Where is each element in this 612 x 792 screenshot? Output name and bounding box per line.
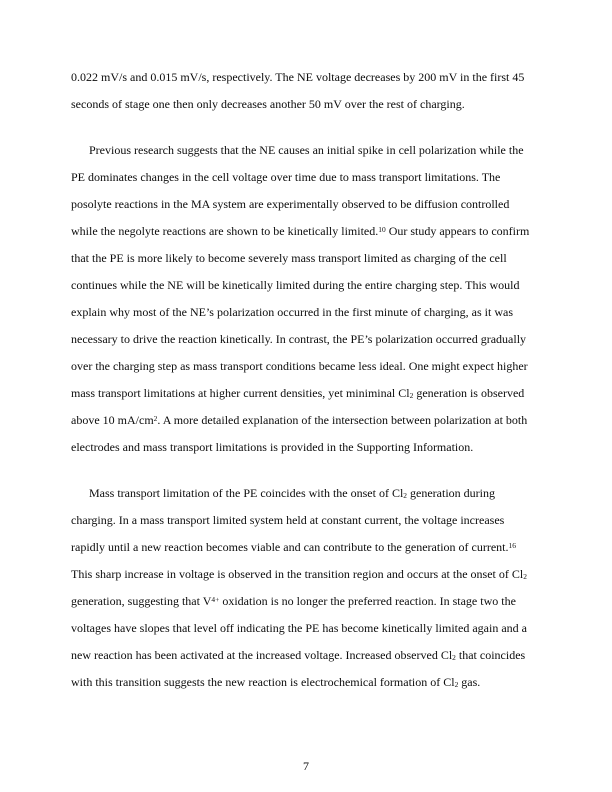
text-line: above 10 $mA/cm^2$. A more detailed explanation of the intersection between polarization at both (71, 413, 528, 427)
text-line: over the charging step as mass transport conditions became less ideal. One might expect higher (71, 359, 528, 373)
text-line: rapidly until a new reaction becomes viable and can contribute to the generation of current.$^{16}$ (71, 540, 516, 554)
text-line: that the PE is more likely to become severely mass transport limited as charging of the cell (71, 251, 507, 265)
text-line: Previous research suggests that the NE causes an initial spike in cell polarization while the (89, 143, 524, 157)
text-line: This sharp increase in voltage is observed in the transition region and occurs at the onset of $Cl_2$ (71, 567, 527, 582)
text-line: generation, suggesting that $V^{4+}$ oxidation is no longer the preferred reaction. In stage two the (71, 594, 516, 608)
text-line: with this transition suggests the new reaction is electrochemical formation of $Cl_2$ gas. (71, 675, 481, 690)
text-line: continues while the NE will be kinetically limited during the entire charging step. This would (71, 278, 520, 292)
text-line: mass transport limitations at higher current densities, yet miniminal $Cl_2$ generation is observed (71, 386, 525, 401)
text-line: PE dominates changes in the cell voltage over time due to mass transport limitations. The (71, 170, 501, 184)
text-line: seconds of stage one then only decreases another 50 mV over the rest of charging. (71, 97, 465, 111)
text-line: necessary to drive the reaction kinetically. In contrast, the PE’s polarization occurred gradually (71, 332, 527, 346)
paragraph (71, 137, 545, 461)
text-line: explain why most of the NE’s polarization occurred in the first minute of charging, as it was (71, 305, 514, 319)
page-footer (0, 759, 612, 773)
text-line: electrodes and mass transport limitations is provided in the Supporting Information. (71, 440, 474, 454)
text-line: 0.022 mV/s and 0.015 mV/s, respectively. The NE voltage decreases by 200 mV in the first 45 (71, 70, 525, 84)
page-number: 7 (303, 759, 309, 773)
text-line: posolyte reactions in the MA system are experimentally observed to be diffusion controlled (71, 197, 510, 211)
page-body (71, 64, 545, 696)
text-line: charging. In a mass transport limited system held at constant current, the voltage increases (71, 513, 505, 527)
text-line: Mass transport limitation of the PE coincides with the onset of $Cl_2$ generation during (89, 486, 495, 501)
paragraph (71, 64, 545, 118)
text-line: new reaction has been activated at the increased voltage. Increased observed $Cl_2$ that coincides (71, 648, 526, 663)
text-line: while the negolyte reactions are shown to be kinetically limited.$^{10}$ Our study appears to confirm (71, 224, 530, 238)
text-line: voltages have slopes that level off indicating the PE has become kinetically limited again and a (71, 621, 527, 635)
paragraph (71, 480, 545, 696)
